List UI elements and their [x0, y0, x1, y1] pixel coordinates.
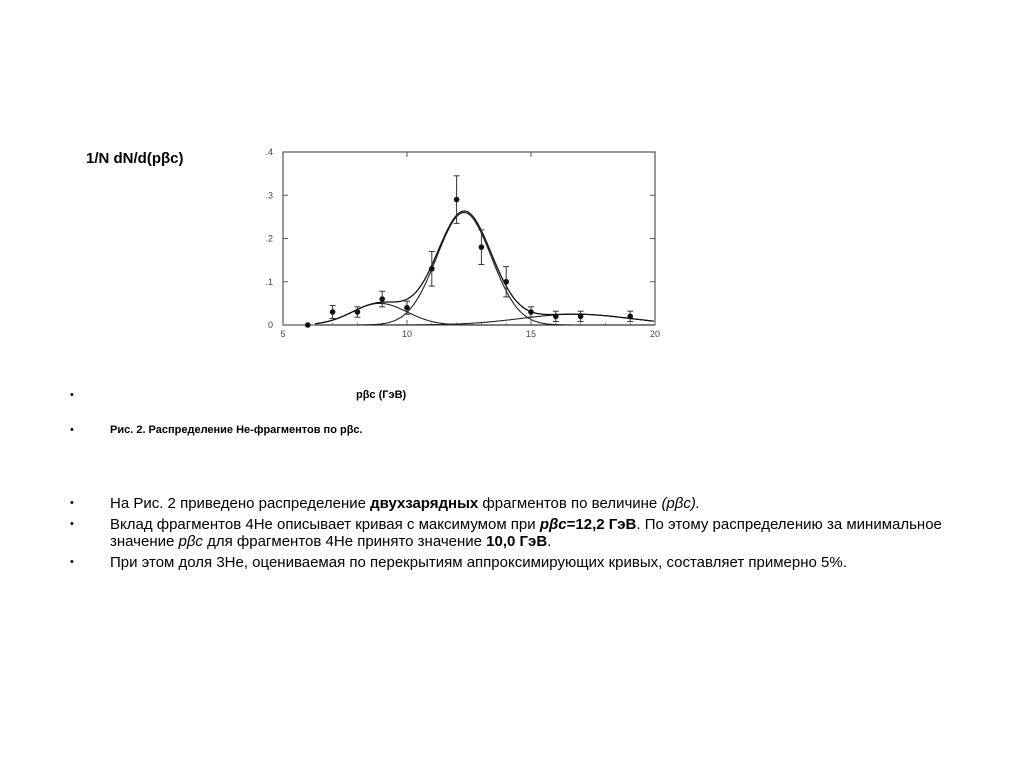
y-tick-label: .2: [265, 233, 273, 244]
text-span: . По этому распределению за минимальное значение: [110, 516, 942, 550]
bold-italic-text: pβc: [539, 516, 567, 533]
y-tick-label: .4: [265, 147, 273, 157]
x-axis-label: pβc (ГэВ): [356, 389, 407, 401]
italic-text: pβc: [178, 533, 203, 550]
data-point: [553, 314, 559, 320]
data-point: [429, 266, 435, 272]
text-span: .: [547, 533, 552, 550]
bold-text: двухзарядных: [370, 495, 479, 512]
data-point: [578, 314, 584, 320]
bullet-dot: •: [70, 497, 74, 509]
y-tick-label: .1: [265, 276, 273, 287]
y-tick-label: 0: [267, 320, 273, 330]
bullet-dot: •: [70, 556, 74, 568]
italic-text: (pβc).: [661, 495, 701, 512]
plot-frame: [283, 152, 655, 325]
bullet-dot: •: [70, 424, 74, 436]
x-tick-label: 10: [401, 329, 413, 339]
bullet-dot: •: [70, 389, 74, 401]
bold-text: =12,2 ГэВ: [566, 516, 637, 533]
x-tick-label: 15: [525, 329, 537, 339]
y-axis-label: 1/N dN/d(pβc): [86, 150, 184, 167]
text-span: На Рис. 2 приведено распределение: [110, 495, 371, 512]
data-point: [528, 309, 534, 315]
data-point: [404, 305, 410, 311]
fit-curve: [315, 213, 654, 325]
list-item: [70, 554, 970, 571]
data-point: [627, 314, 633, 320]
bullet-dot: •: [70, 518, 74, 530]
text-span: для фрагментов 4He принято значение: [202, 533, 487, 550]
data-point: [379, 296, 385, 302]
data-point: [479, 244, 485, 250]
text-span: Вклад фрагментов 4He описывает кривая с максимумом при: [110, 516, 540, 533]
data-point: [503, 279, 509, 285]
data-point: [454, 197, 460, 203]
bullet-list: [70, 495, 970, 575]
data-point: [355, 309, 361, 315]
fit-curve: [315, 303, 654, 325]
data-point: [305, 322, 311, 328]
bold-text: 10,0 ГэВ: [486, 533, 548, 550]
text-span: фрагментов по величине: [478, 495, 662, 512]
x-tick-label: 5: [280, 329, 286, 339]
total-fit-curve: [315, 211, 654, 324]
data-point: [330, 309, 336, 315]
list-item: [70, 516, 970, 550]
x-tick-label: 20: [649, 329, 661, 339]
text-span: При этом доля 3He, оцениваемая по перекрытиям аппроксимирующих кривых, составляет примерно 5%.: [110, 554, 847, 571]
list-item: [70, 495, 970, 512]
figure-caption: Рис. 2. Распределение He-фрагментов по pβc.: [110, 424, 363, 436]
y-tick-label: .3: [265, 190, 273, 201]
